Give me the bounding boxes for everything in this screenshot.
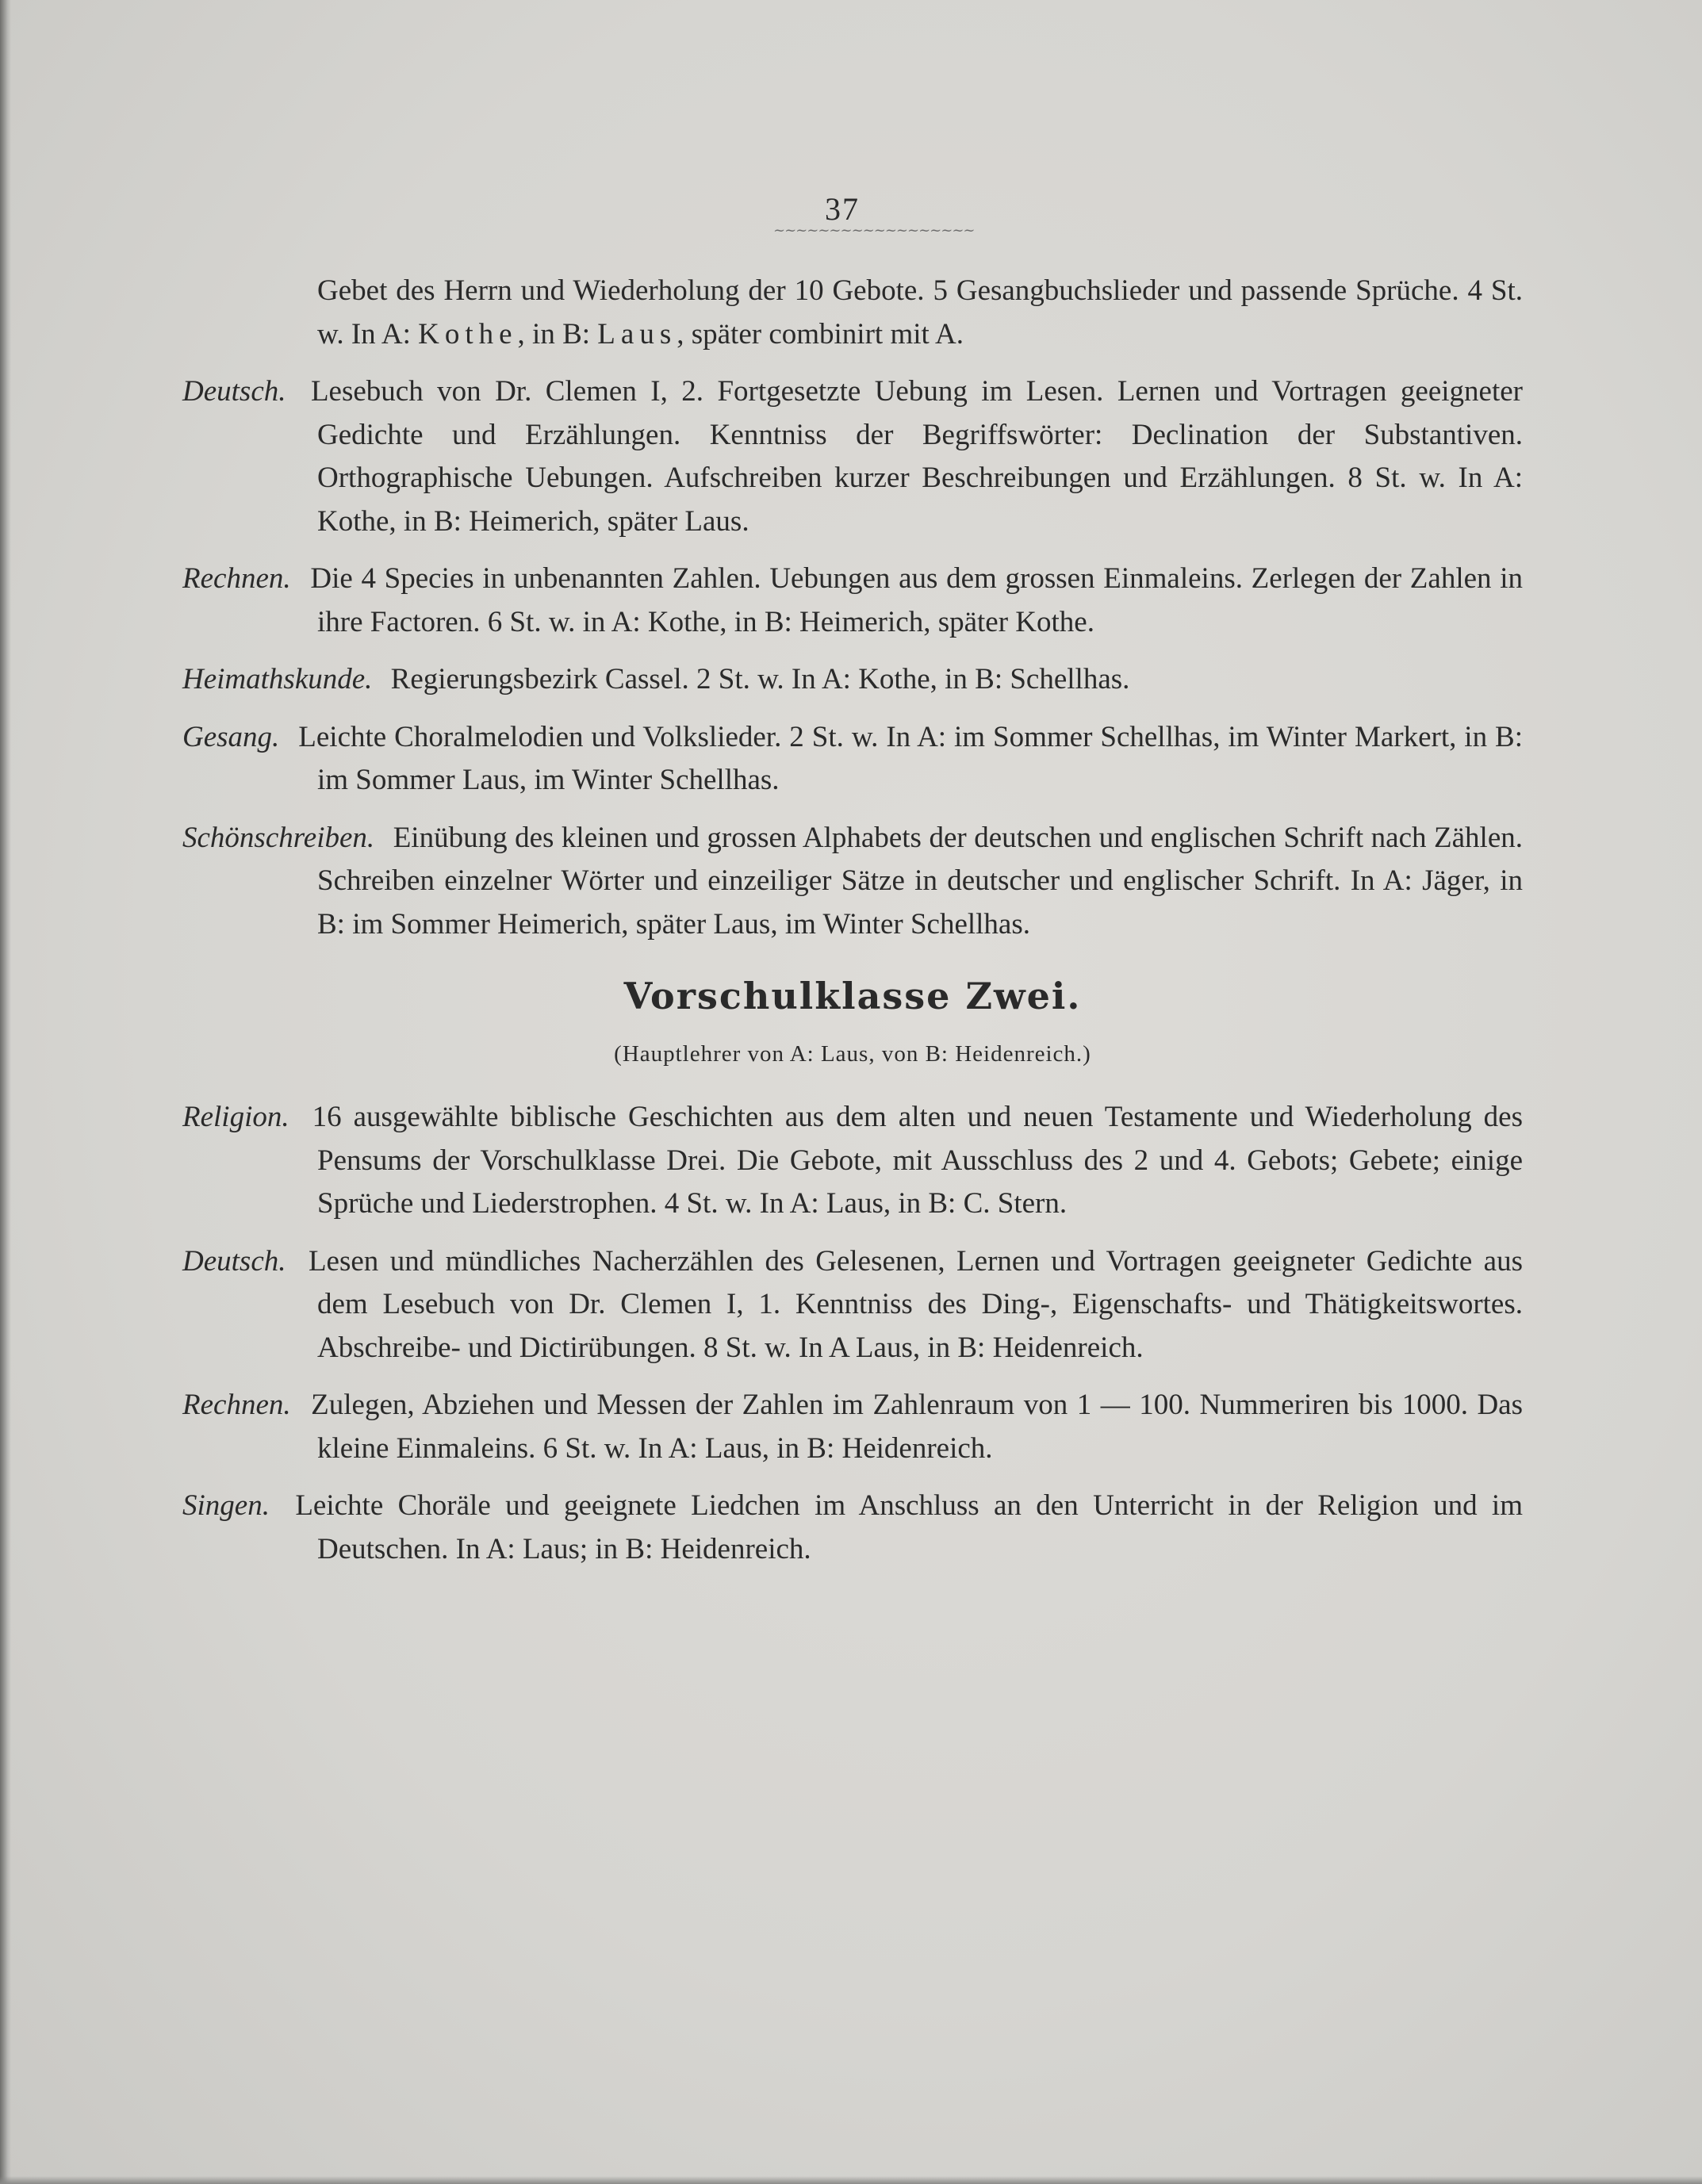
subject-entry <box>182 1096 1523 1226</box>
page-number-ornament: ~~~~~~~~~~~~~~~~~~ <box>773 222 975 239</box>
subject-label: Rechnen. <box>182 1389 291 1421</box>
subject-text: Einübung des kleinen und grossen Alphabets der deutschen und englischen Schrift nach Zählen. Schreiben einzelner Wörter und einzeiliger Sätze in deutscher und englischer Schrift. In A: Jäger, in B: im Sommer Heimerich, später Laus, im Winter Schellhas. <box>317 821 1524 941</box>
subject-entry <box>182 1384 1523 1470</box>
subject-label: Religion. <box>182 1101 289 1133</box>
subject-entry <box>182 370 1523 543</box>
subject-entry <box>182 658 1523 702</box>
intro-text-1: Gebet des Herrn und Wiederholung der 10 Gebote. 5 Gesangbuchslieder und passende Sprüche. 4 St. w. In A: <box>317 274 1523 351</box>
section-subheading: (Hauptlehrer von A: Laus, von B: Heidenreich.) <box>614 1040 1091 1067</box>
subject-text: Lesen und mündliches Nacherzählen des Gelesenen, Lernen und Vortragen geeigneter Gedichte aus dem Lesebuch von Dr. Clemen I, 1. Kenntniss des Ding-, Eigenschafts- und Thätigkeitswortes. Abschreibe- und Dictirübungen. 8 St. w. In A Laus, in B: Heidenreich. <box>308 1244 1524 1364</box>
intro-paragraph <box>182 270 1523 356</box>
subject-text: Leichte Choräle und geeignete Liedchen im Anschluss an den Unterricht in der Religion und im Deutschen. In A: Laus; in B: Heidenreich. <box>295 1489 1523 1565</box>
intro-text-3: , später combinirt mit A. <box>677 317 964 351</box>
page-edge-shadow <box>0 0 11 2184</box>
subject-text: Regierungsbezirk Cassel. 2 St. w. In A: Kothe, in B: Schellhas. <box>390 663 1130 695</box>
subject-label: Deutsch. <box>182 1244 286 1278</box>
document-body <box>182 270 1523 1585</box>
subject-entry <box>182 817 1523 947</box>
subject-label: Singen. <box>182 1489 270 1522</box>
subject-entry <box>182 1240 1523 1370</box>
subject-entry <box>182 1485 1523 1571</box>
subject-text: 16 ausgewählte biblische Geschichten aus dem alten und neuen Testamente und Wiederholung des Pensums der Vorschulklasse Drei. Die Gebote, mit Ausschluss des 2 und 4. Gebots; Gebete; einige Sprüche und Liederstrophen. 4 St. w. In A: Laus, in B: C. Stern. <box>312 1101 1523 1220</box>
subject-text: Die 4 Species in unbenannten Zahlen. Uebungen aus dem grossen Einmaleins. Zerlegen der Zahlen in ihre Factoren. 6 St. w. in A: Kothe, in B: Heimerich, später Kothe. <box>310 562 1524 638</box>
subject-label: Schönschreiben. <box>182 821 375 854</box>
subject-text: Lesebuch von Dr. Clemen I, 2. Fortgesetzte Uebung im Lesen. Lernen und Vortragen geeigneter Gedichte und Erzählungen. Kenntniss der Begriffswörter: Declination der Substantiven. Orthographische Uebungen. Aufschreiben kurzer Beschreibungen und Erzählungen. 8 St. w. In A: Kothe, in B: Heimerich, später Laus. <box>310 375 1523 538</box>
intro-text-2: , in B: <box>517 317 598 351</box>
subject-entry <box>182 716 1523 803</box>
subject-text: Zulegen, Abziehen und Messen der Zahlen im Zahlenraum von 1 — 100. Nummeriren bis 1000. Das kleine Einmaleins. 6 St. w. In A: Laus, in B: Heidenreich. <box>311 1389 1524 1465</box>
subject-label: Gesang. <box>182 720 280 753</box>
page-number: 37 <box>825 191 860 227</box>
subject-text: Leichte Choralmelodien und Volkslieder. 2 St. w. In A: im Sommer Schellhas, im Winter Markert, in B: im Sommer Laus, im Winter Schellhas. <box>298 720 1524 796</box>
subject-entry <box>182 557 1523 644</box>
page-bottom-shadow <box>0 2176 1702 2184</box>
subject-label: Rechnen. <box>182 562 291 595</box>
teacher-name: Kothe <box>418 317 518 351</box>
subject-label: Deutsch. <box>182 375 286 408</box>
subject-label: Heimathskunde. <box>182 663 373 695</box>
section-heading: Vorschulklasse Zwei. <box>623 975 1082 1017</box>
teacher-name: Laus <box>597 317 677 351</box>
